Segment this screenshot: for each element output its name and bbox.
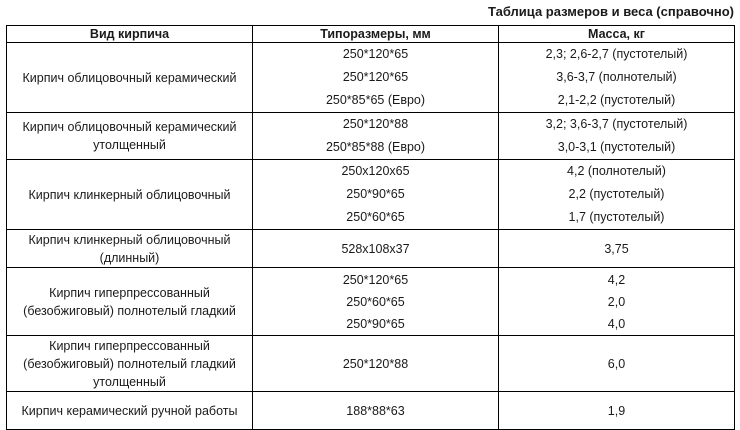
brick-masses	[499, 268, 735, 336]
brick-kind: Кирпич гиперпрессованный (безобжиговый) полнотелый гладкий	[7, 268, 253, 336]
size-value: 250*90*65	[346, 316, 405, 331]
mass-value: 2,1-2,2 (пустотелый)	[557, 93, 676, 107]
mass-value: 2,2 (пустотелый)	[568, 187, 665, 201]
brick-sizes	[253, 113, 499, 160]
brick-masses	[499, 160, 735, 230]
mass-value: 3,75	[604, 241, 629, 256]
mass-value: 6,0	[607, 356, 626, 371]
brick-masses	[499, 113, 735, 160]
mass-value: 3,6-3,7 (полнотелый)	[556, 70, 677, 84]
brick-sizes	[253, 230, 499, 268]
size-value: 250*85*88 (Евро)	[325, 140, 426, 154]
table-row	[7, 336, 735, 392]
table-row	[7, 392, 735, 430]
table-row	[7, 113, 735, 160]
table-row	[7, 268, 735, 336]
brick-masses	[499, 230, 735, 268]
size-value: 250*90*65	[346, 187, 405, 201]
brick-kind: Кирпич клинкерный облицовочный	[7, 160, 253, 230]
mass-value: 4,2	[607, 272, 626, 287]
header-kind: Вид кирпича	[7, 26, 253, 43]
table-row	[7, 43, 735, 113]
brick-sizes	[253, 43, 499, 113]
brick-kind: Кирпич облицовочный керамический	[7, 43, 253, 113]
size-value: 250*60*65	[346, 210, 405, 224]
brick-kind: Кирпич облицовочный керамический утолщенный	[7, 113, 253, 160]
size-value: 250*60*65	[346, 294, 405, 309]
mass-value: 1,7 (пустотелый)	[568, 210, 665, 224]
size-value: 250*120*65	[342, 47, 409, 61]
brick-masses	[499, 392, 735, 430]
brick-masses	[499, 43, 735, 113]
size-value: 528x108x37	[341, 241, 410, 256]
brick-kind: Кирпич керамический ручной работы	[7, 392, 253, 430]
brick-kind: Кирпич гиперпрессованный (безобжиговый) полнотелый гладкий утолщенный	[7, 336, 253, 392]
brick-sizes	[253, 336, 499, 392]
mass-value: 2,3; 2,6-2,7 (пустотелый)	[545, 47, 688, 61]
mass-value: 3,2; 3,6-3,7 (пустотелый)	[545, 117, 688, 131]
size-value: 188*88*63	[346, 403, 405, 418]
mass-value: 2,0	[607, 294, 626, 309]
brick-sizes	[253, 268, 499, 336]
mass-value: 4,2 (полнотелый)	[567, 164, 666, 178]
header-mass: Масса, кг	[499, 26, 735, 43]
table-row	[7, 230, 735, 268]
size-value: 250*120*65	[342, 272, 409, 287]
brick-kind: Кирпич клинкерный облицовочный (длинный)	[7, 230, 253, 268]
size-value: 250*85*65 (Евро)	[325, 93, 426, 107]
header-size: Типоразмеры, мм	[253, 26, 499, 43]
size-value: 250*120*65	[342, 70, 409, 84]
brick-sizes	[253, 392, 499, 430]
brick-sizes-table	[6, 25, 735, 430]
brick-sizes	[253, 160, 499, 230]
table-title: Таблица размеров и веса (справочно)	[488, 4, 734, 19]
mass-value: 3,0-3,1 (пустотелый)	[557, 140, 676, 154]
brick-masses	[499, 336, 735, 392]
mass-value: 4,0	[607, 316, 626, 331]
table-row	[7, 160, 735, 230]
size-value: 250*120*88	[342, 356, 409, 371]
mass-value: 1,9	[607, 403, 626, 418]
size-value: 250x120x65	[341, 164, 410, 178]
header-row	[7, 26, 735, 43]
size-value: 250*120*88	[342, 117, 409, 131]
